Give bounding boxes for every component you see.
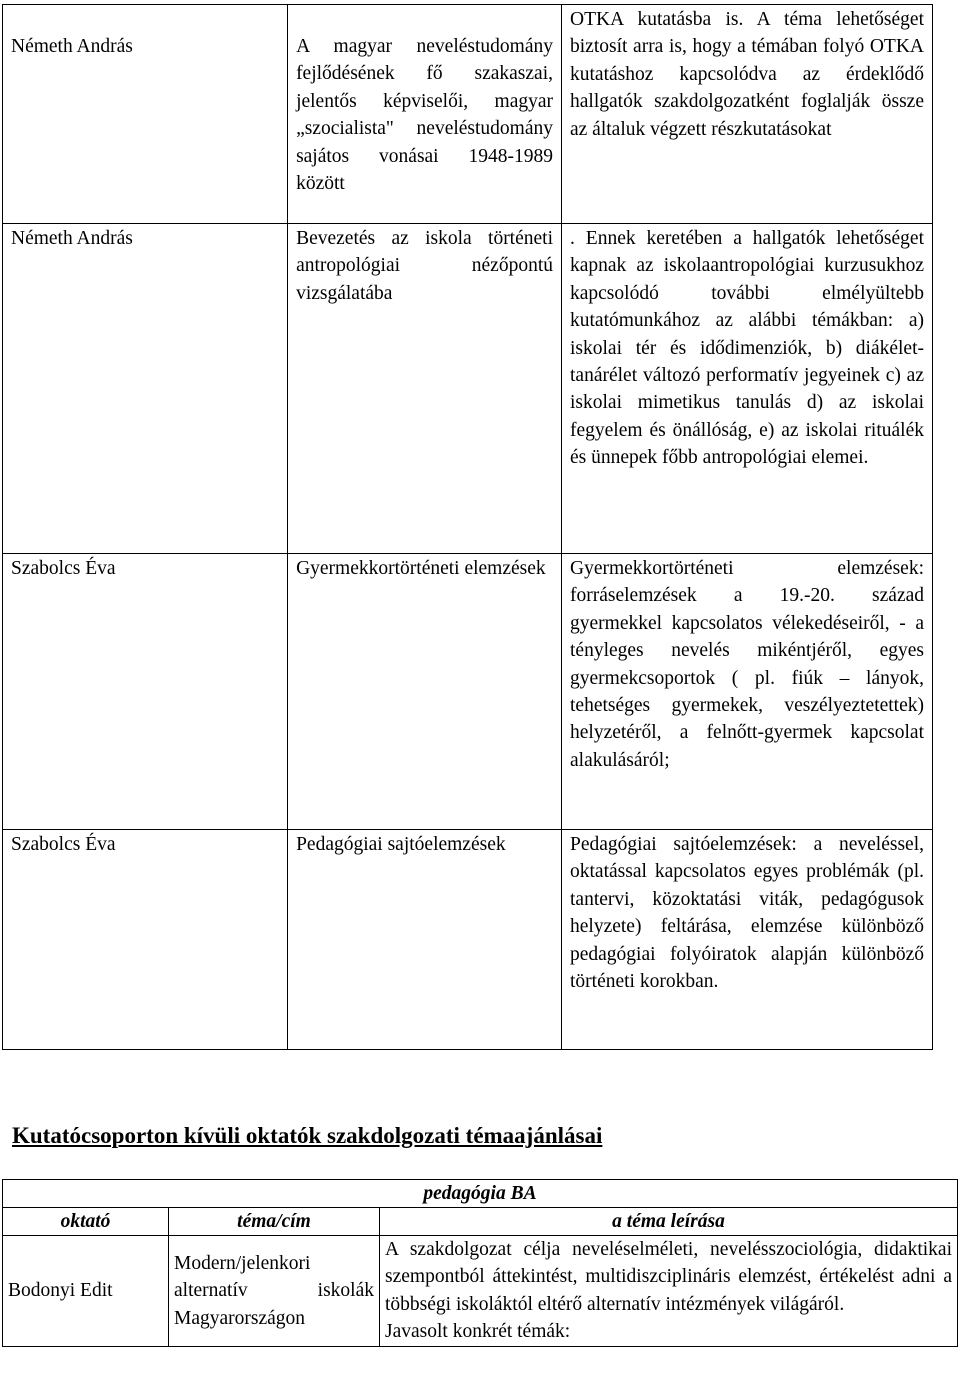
description-text: A szakdolgozat célja neveléselméleti, nevelésszociológia, didaktikai szempontból áttekintést, multidiszciplináris elemzést, értékelést adni a többségi iskoláktól eltérő alternatív intézmények világáról. [385, 1239, 952, 1315]
topic-cell: Pedagógiai sajtóelemzések [288, 830, 562, 1050]
topic-cell: Bevezetés az iskola történeti antropológiai nézőpontú vizsgálatába [288, 224, 562, 554]
table-row [3, 224, 933, 554]
table-title: pedagógia BA [3, 1180, 958, 1208]
instructor-cell: Bodonyi Edit [3, 1236, 169, 1347]
instructor-cell: Németh András [3, 224, 288, 554]
topic-cell: Modern/jelenkori alternatív iskolák Magyarországon [169, 1236, 380, 1347]
instructor-cell: Németh András [3, 5, 288, 224]
section-heading: Kutatócsoporton kívüli oktatók szakdolgozati témaajánlásai [12, 1123, 603, 1148]
topics-table-2 [2, 1179, 958, 1347]
table-row [3, 1236, 958, 1347]
table-title-row [3, 1180, 958, 1208]
instructor-cell: Szabolcs Éva [3, 830, 288, 1050]
header-topic: téma/cím [169, 1208, 380, 1236]
description-cell: . Ennek keretében a hallgatók lehetőséget kapnak az iskolaantropológiai kurzusukhoz kapcsolódó további elmélyültebb kutatómunkához az alábbi témákban: a) iskolai tér és idődimenziók, b) diákélet-tanárélet változó performatív jegyeinek c) az iskolai mimetikus tanulás d) az iskolai fegyelem és önállóság, e) az iskolai rituálék és ünnepek főbb antropológiai elemei. [562, 224, 933, 554]
topic-cell: Gyermekkortörténeti elemzések [288, 554, 562, 830]
description-cell: Gyermekkortörténeti elemzések: forráselemzések a 19.-20. század gyermekkel kapcsolatos vélekedéseiről, - a tényleges nevelés mikéntjéről, egyes gyermekcsoportok ( pl. fiúk – lányok, tehetséges gyermekek, veszélyeztetettek) helyzetéről, a felnőtt-gyermek kapcsolat alakulásáról; [562, 554, 933, 830]
table-row [3, 5, 933, 224]
instructor-cell: Szabolcs Éva [3, 554, 288, 830]
description-cell: OTKA kutatásba is. A téma lehetőséget biztosít arra is, hogy a témában folyó OTKA kutatáshoz kapcsolódva az érdeklődő hallgatók szakdolgozatként foglalják össze az általuk végzett részkutatásokat [562, 5, 933, 224]
table-header-row [3, 1208, 958, 1236]
description-cell [380, 1236, 958, 1347]
topic-cell [288, 5, 562, 224]
table-row [3, 554, 933, 830]
suggested-topics-label: Javasolt konkrét témák: [385, 1321, 571, 1343]
topic-text: A magyar neveléstudomány fejlődésének fő szakaszai, jelentős képviselői, magyar „szocialista" neveléstudomány sajátos vonásai 1948-1989 között [296, 36, 553, 195]
description-cell: Pedagógiai sajtóelemzések: a neveléssel, oktatással kapcsolatos egyes problémák (pl. tantervi, közoktatási viták, pedagógusok helyzete) feltárása, elemzése különböző pedagógiai folyóiratok alapján különböző történeti korokban. [562, 830, 933, 1050]
header-description: a téma leírása [380, 1208, 958, 1236]
table-row [3, 830, 933, 1050]
header-instructor: oktató [3, 1208, 169, 1236]
topics-table-1 [2, 4, 933, 1050]
